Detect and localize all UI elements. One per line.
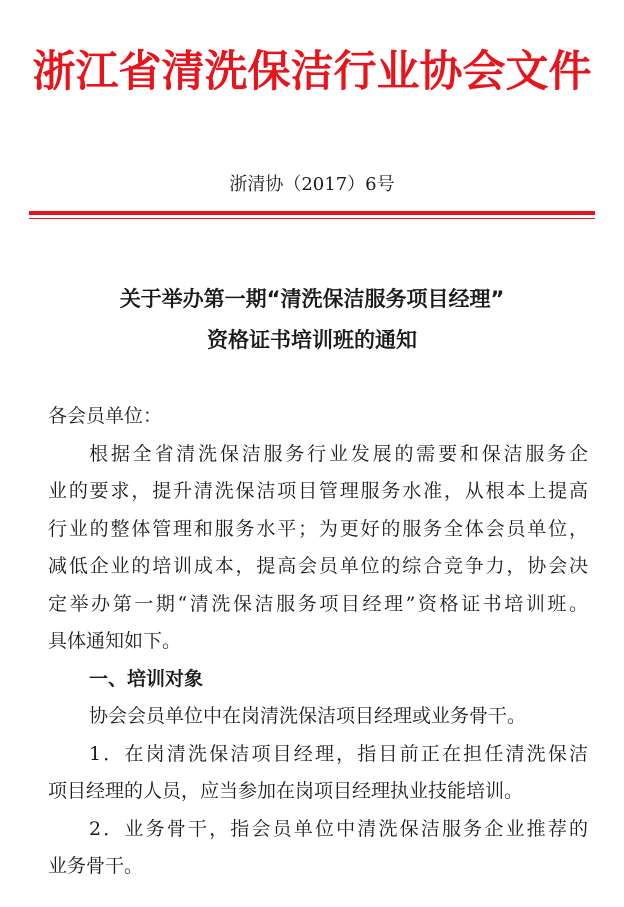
document-body [48, 398, 588, 886]
list-item-line: 项目经理的人员，应当参加在岗项目经理执业技能培训。 [48, 780, 524, 802]
intro-line: 定举办第一期“清洗保洁服务项目经理”资格证书培训班。 [48, 592, 588, 615]
document-number: 浙清协（2017）6号 [229, 174, 395, 195]
notice-title-line-1: 关于举办第一期“清洗保洁服务项目经理” [119, 287, 505, 311]
intro-line: 行业的整体管理和服务水平；为更好的服务全体会员单位， [48, 517, 588, 540]
intro-line: 具体通知如下。 [48, 630, 182, 652]
list-item-line: 业务骨干。 [48, 855, 144, 877]
list-item-line: 1．在岗清洗保洁项目经理，指目前正在担任清洗保洁 [89, 742, 588, 765]
red-rule-thick [29, 211, 595, 215]
red-rule-thin [29, 218, 595, 219]
salutation: 各会员单位： [48, 405, 163, 427]
org-header-title: 浙江省清洗保洁行业协会文件 [32, 47, 592, 97]
list-item-line: 2．业务骨干，指会员单位中清洗保洁服务企业推荐的 [89, 817, 588, 840]
notice-title-line-2: 资格证书培训班的通知 [207, 328, 417, 352]
section-intro: 协会会员单位中在岗清洗保洁项目经理或业务骨干。 [89, 705, 527, 727]
intro-line: 减低企业的培训成本，提高会员单位的综合竞争力，协会决 [48, 555, 588, 577]
intro-line: 根据全省清洗保洁服务行业发展的需要和保洁服务企 [89, 442, 588, 465]
intro-line: 业的要求，提升清洗保洁项目管理服务水准，从根本上提高 [48, 480, 588, 502]
section-heading-training-target: 一、培训对象 [89, 667, 204, 690]
